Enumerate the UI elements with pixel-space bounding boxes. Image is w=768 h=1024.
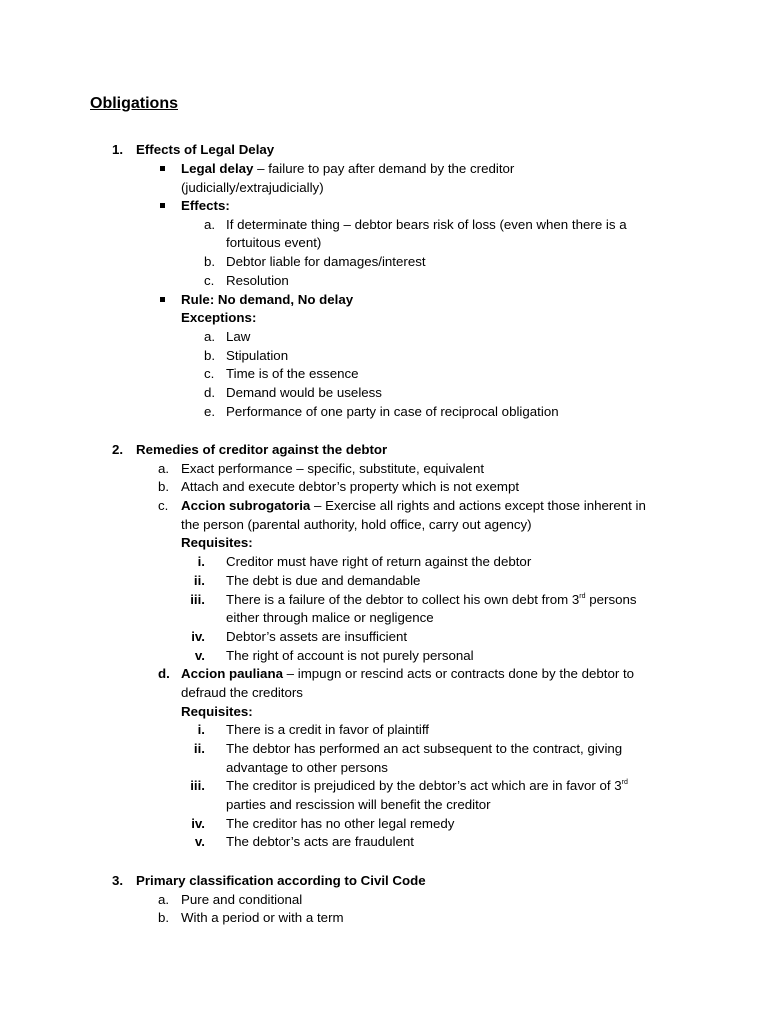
- list-marker: c.: [204, 366, 215, 381]
- list-item: Resolution: [226, 273, 289, 288]
- list-marker: b.: [158, 910, 170, 925]
- list-item: With a period or with a term: [181, 910, 344, 925]
- section-3-number: 3.: [112, 873, 124, 888]
- bullet-icon: [160, 297, 165, 302]
- bullet-icon: [160, 203, 165, 208]
- roman-marker: iii.: [190, 592, 205, 607]
- legal-delay-line: Legal delay – failure to pay after demand by the creditor: [181, 161, 515, 176]
- list-marker: b.: [204, 254, 216, 269]
- rule-label: Rule: No demand, No delay: [181, 292, 354, 307]
- requisites-label: Requisites:: [181, 704, 253, 719]
- effects-label: Effects:: [181, 198, 230, 213]
- list-item: If determinate thing – debtor bears risk of loss (even when there is a: [226, 217, 627, 232]
- exceptions-label: Exceptions:: [181, 310, 257, 325]
- list-item: parties and rescission will benefit the creditor: [226, 797, 491, 812]
- accion-pauliana-cont: defraud the creditors: [181, 685, 303, 700]
- list-item: Exact performance – specific, substitute, equivalent: [181, 461, 485, 476]
- list-item: Time is of the essence: [226, 366, 359, 381]
- list-marker: d.: [204, 385, 216, 400]
- list-marker: c.: [158, 498, 169, 513]
- list-item: There is a credit in favor of plaintiff: [226, 722, 429, 737]
- list-marker: d.: [158, 666, 170, 681]
- accion-subrogatoria-cont: the person (parental authority, hold office, carry out agency): [181, 517, 532, 532]
- list-marker: b.: [158, 479, 170, 494]
- list-item: advantage to other persons: [226, 760, 388, 775]
- legal-delay-cont: (judicially/extrajudicially): [181, 180, 324, 195]
- roman-marker: ii.: [193, 741, 205, 756]
- page-title: Obligations: [90, 95, 178, 112]
- list-item: either through malice or negligence: [226, 610, 434, 625]
- list-item: fortuitous event): [226, 235, 322, 250]
- list-item: Attach and execute debtor’s property which is not exempt: [181, 479, 520, 494]
- list-item: Stipulation: [226, 348, 289, 363]
- list-item: Debtor liable for damages/interest: [226, 254, 426, 269]
- list-marker: b.: [204, 348, 216, 363]
- roman-marker: i.: [197, 554, 205, 569]
- section-2-number: 2.: [112, 442, 124, 457]
- requisites-label: Requisites:: [181, 535, 253, 550]
- list-marker: a.: [158, 461, 170, 476]
- list-marker: e.: [204, 404, 216, 419]
- list-item: Pure and conditional: [181, 892, 303, 907]
- list-marker: a.: [204, 329, 216, 344]
- list-item: Law: [226, 329, 251, 344]
- list-item: The creditor has no other legal remedy: [226, 816, 455, 831]
- roman-marker: v.: [194, 834, 205, 849]
- roman-marker: i.: [197, 722, 205, 737]
- roman-marker: iii.: [190, 778, 205, 793]
- list-item: Creditor must have right of return against the debtor: [226, 554, 532, 569]
- list-marker: a.: [158, 892, 170, 907]
- list-item: There is a failure of the debtor to collect his own debt from 3rd persons: [226, 592, 637, 607]
- accion-pauliana-line: Accion pauliana – impugn or rescind acts or contracts done by the debtor to: [181, 666, 635, 681]
- list-item: The creditor is prejudiced by the debtor’s act which are in favor of 3rd: [226, 778, 628, 793]
- section-2-heading: Remedies of creditor against the debtor: [136, 442, 388, 457]
- section-1-number: 1.: [112, 142, 124, 157]
- list-marker: c.: [204, 273, 215, 288]
- accion-subrogatoria-line: Accion subrogatoria – Exercise all rights and actions except those inherent in: [181, 498, 646, 513]
- list-item: The right of account is not purely personal: [226, 648, 474, 663]
- roman-marker: iv.: [191, 816, 205, 831]
- section-3-heading: Primary classification according to Civil Code: [136, 873, 426, 888]
- bullet-icon: [160, 166, 165, 171]
- roman-marker: iv.: [191, 629, 205, 644]
- list-marker: a.: [204, 217, 216, 232]
- list-item: The debtor’s acts are fraudulent: [226, 834, 414, 849]
- list-item: Demand would be useless: [226, 385, 382, 400]
- roman-marker: v.: [194, 648, 205, 663]
- list-item: Debtor’s assets are insufficient: [226, 629, 408, 644]
- list-item: Performance of one party in case of reciprocal obligation: [226, 404, 559, 419]
- list-item: The debt is due and demandable: [226, 573, 421, 588]
- section-1-heading: Effects of Legal Delay: [136, 142, 275, 157]
- list-item: The debtor has performed an act subsequent to the contract, giving: [226, 741, 623, 756]
- roman-marker: ii.: [193, 573, 205, 588]
